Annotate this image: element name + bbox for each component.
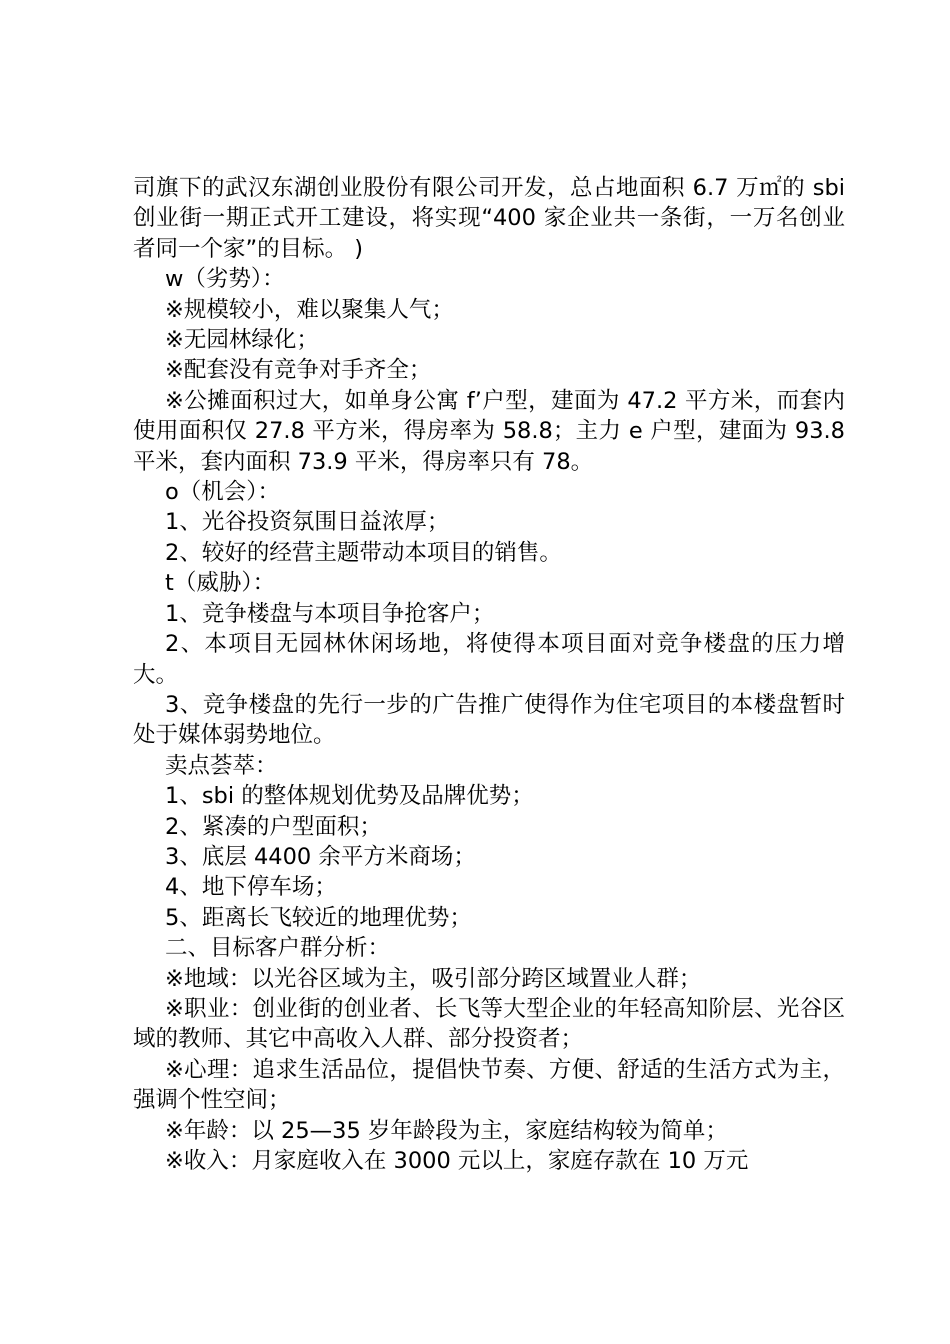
selling-point-item: 5、距离长飞较近的地理优势； xyxy=(165,904,472,931)
weakness-item: ※无园林绿化； xyxy=(165,327,319,354)
heading-weakness: w（劣势）： xyxy=(165,266,285,293)
threat-item: 1、竞争楼盘与本项目争抢客户； xyxy=(165,600,495,627)
selling-point-item: 4、地下停车场； xyxy=(165,874,337,901)
customer-item: ※年龄：以 25—35 岁年龄段为主，家庭结构较为简单； xyxy=(165,1117,728,1144)
opportunity-item: 1、光谷投资氛围日益浓厚； xyxy=(165,509,450,536)
weakness-item: ※配套没有竞争对手齐全； xyxy=(165,357,432,384)
paragraph-intro-continued: 司旗下的武汉东湖创业股份有限公司开发，总占地面积 6.7 万㎡的 sbi 创业街一期正式开工建设，将实现“400 家企业共一条街，一万名创业者同一个家”的目标。 ) xyxy=(133,175,845,262)
heading-threat: t（威胁）： xyxy=(165,570,276,597)
weakness-item: ※规模较小，难以聚集人气； xyxy=(165,296,454,323)
heading-opportunity: o（机会）： xyxy=(165,479,281,506)
customer-item: ※职业：创业街的创业者、长飞等大型企业的年轻高知阶层、光谷区域的教师、其它中高收入人群、部分投资者； xyxy=(133,995,845,1053)
selling-point-item: 3、底层 4400 余平方米商场； xyxy=(165,843,476,870)
threat-item: 2、本项目无园林休闲场地，将使得本项目面对竞争楼盘的压力增大。 xyxy=(133,631,845,688)
opportunity-item: 2、较好的经营主题带动本项目的销售。 xyxy=(165,539,562,566)
document-body xyxy=(133,173,845,1176)
customer-item: ※地域：以光谷区域为主，吸引部分跨区域置业人群； xyxy=(165,965,702,992)
selling-point-item: 1、sbi 的整体规划优势及品牌优势； xyxy=(165,783,534,810)
weakness-item: ※公摊面积过大，如单身公寓 f’户型，建面为 47.2 平方米，而套内使用面积仅 27.8 平方米，得房率为 58.8；主力 e 户型，建面为 93.8 平米，套内面积 73.9 平米，得房率只有 78。 xyxy=(133,387,845,475)
customer-item: ※收入：月家庭收入在 3000 元以上，家庭存款在 10 万元 xyxy=(165,1148,749,1174)
heading-selling-points: 卖点荟萃： xyxy=(165,752,278,779)
customer-item: ※心理：追求生活品位，提倡快节奏、方便、舒适的生活方式为主，强调个性空间； xyxy=(133,1056,845,1114)
heading-target-customers: 二、目标客户群分析： xyxy=(165,935,391,962)
threat-item: 3、竞争楼盘的先行一步的广告推广使得作为住宅项目的本楼盘暂时处于媒体弱势地位。 xyxy=(133,691,845,749)
selling-point-item: 2、紧凑的户型面积； xyxy=(165,813,382,840)
